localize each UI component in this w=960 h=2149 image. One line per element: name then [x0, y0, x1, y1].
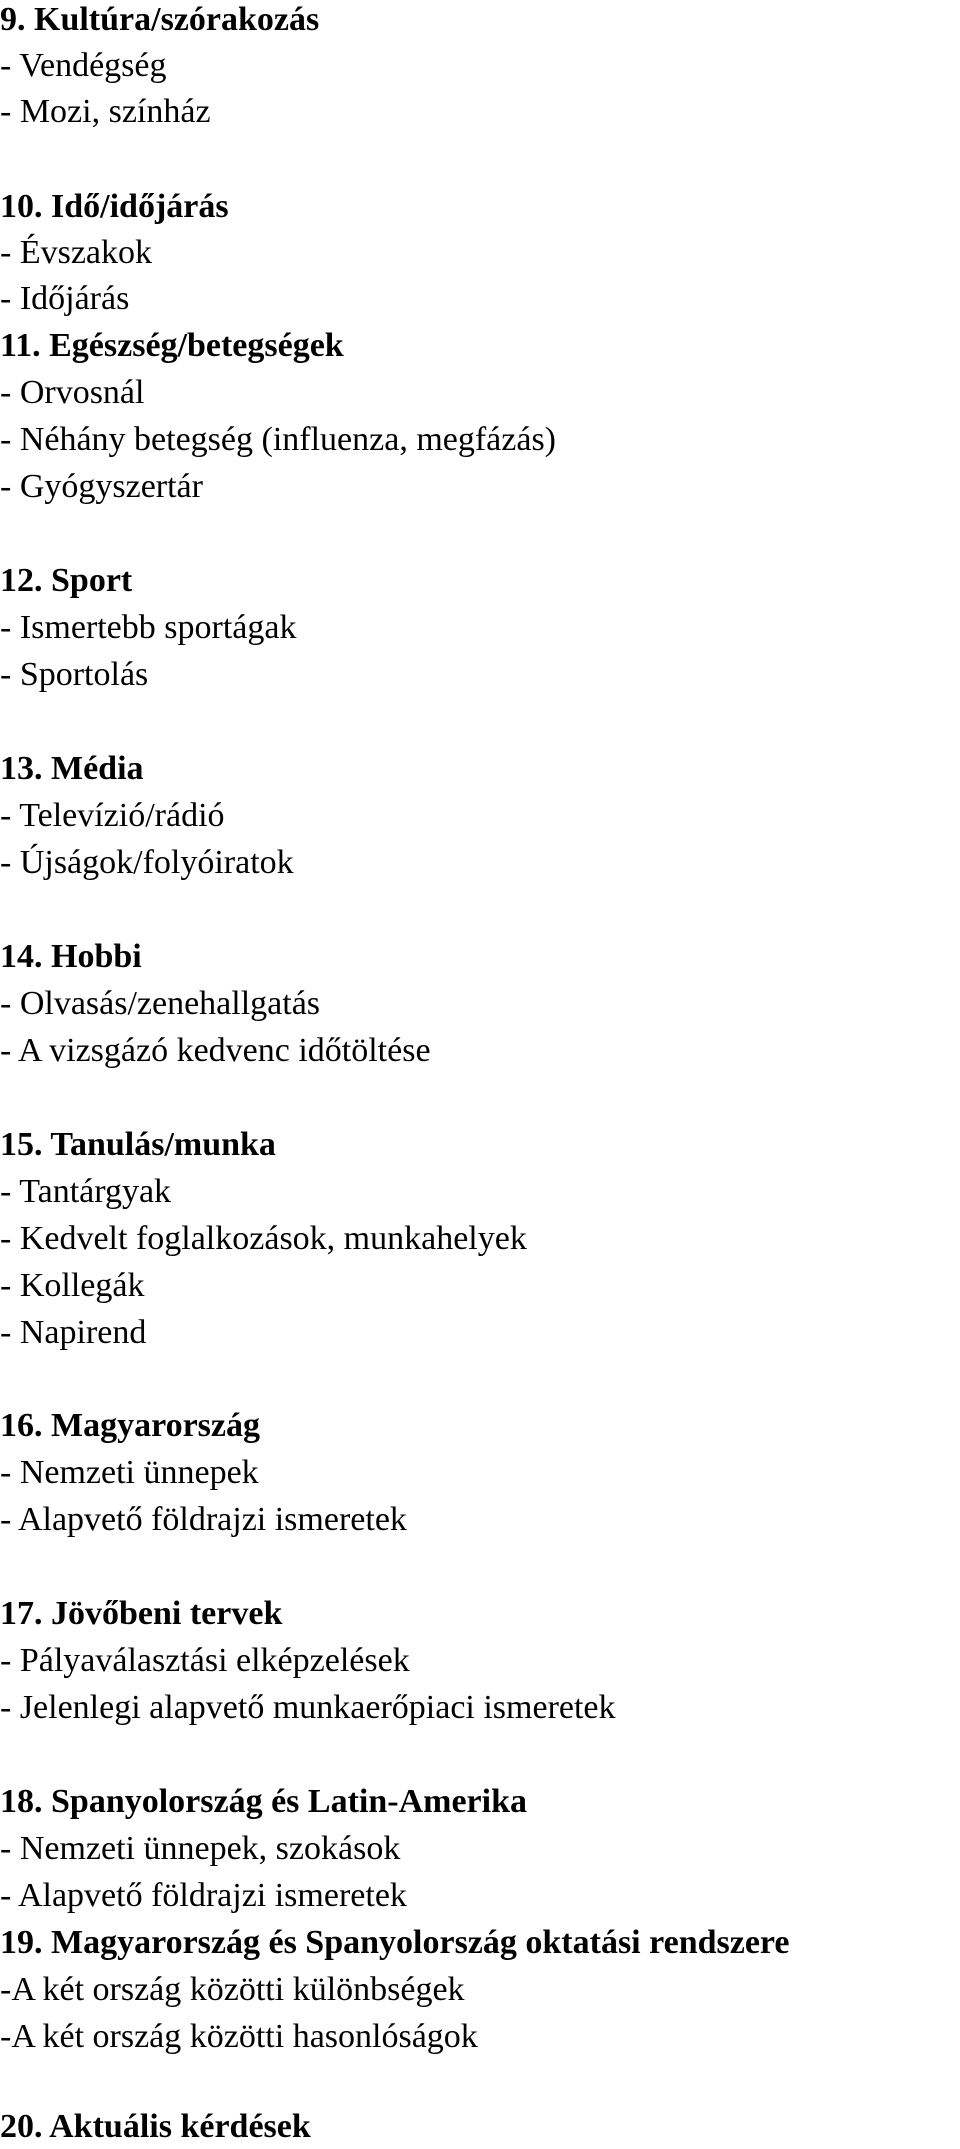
section-title-12: 12. Sport — [0, 562, 133, 599]
section-title-18: 18. Spanyolország és Latin-Amerika — [0, 1783, 527, 1820]
list-item: - Nemzeti ünnepek, szokások — [0, 1830, 401, 1867]
list-item: - Nemzeti ünnepek — [0, 1454, 259, 1491]
list-item: - Évszakok — [0, 234, 153, 271]
list-item: - Tantárgyak — [0, 1173, 172, 1210]
list-item: - Vendégség — [0, 47, 167, 84]
section-title-11: 11. Egészség/betegségek — [0, 327, 344, 364]
list-item: - Újságok/folyóiratok — [0, 844, 294, 881]
section-title-16: 16. Magyarország — [0, 1407, 260, 1444]
section-title-9: 9. Kultúra/szórakozás — [0, 1, 320, 38]
list-item: - A vizsgázó kedvenc időtöltése — [0, 1032, 431, 1069]
list-item: - Kedvelt foglalkozások, munkahelyek — [0, 1220, 527, 1257]
list-item: - Olvasás/zenehallgatás — [0, 985, 321, 1022]
section-title-20: 20. Aktuális kérdések — [0, 2108, 311, 2145]
list-item: - Televízió/rádió — [0, 797, 225, 834]
list-item: - Néhány betegség (influenza, megfázás) — [0, 421, 557, 458]
list-item: -A két ország közötti hasonlóságok — [0, 2018, 478, 2055]
section-title-15: 15. Tanulás/munka — [0, 1126, 276, 1163]
section-title-13: 13. Média — [0, 750, 144, 787]
section-title-19: 19. Magyarország és Spanyolország oktatási rendszere — [0, 1924, 790, 1961]
list-item: -A két ország közötti különbségek — [0, 1971, 465, 2008]
list-item: - Sportolás — [0, 656, 149, 693]
list-item: - Alapvető földrajzi ismeretek — [0, 1501, 407, 1538]
list-item: - Ismertebb sportágak — [0, 609, 297, 646]
list-item: - Mozi, színház — [0, 93, 211, 130]
section-title-10: 10. Idő/időjárás — [0, 188, 229, 225]
list-item: - Alapvető földrajzi ismeretek — [0, 1877, 407, 1914]
list-item: - Napirend — [0, 1314, 147, 1351]
section-title-14: 14. Hobbi — [0, 938, 142, 975]
list-item: - Kollegák — [0, 1267, 145, 1304]
list-item: - Orvosnál — [0, 374, 145, 411]
list-item: - Gyógyszertár — [0, 468, 203, 505]
section-title-17: 17. Jövőbeni tervek — [0, 1595, 283, 1632]
list-item: - Jelenlegi alapvető munkaerőpiaci ismeretek — [0, 1689, 616, 1726]
list-item: - Időjárás — [0, 280, 130, 317]
list-item: - Pályaválasztási elképzelések — [0, 1642, 410, 1679]
